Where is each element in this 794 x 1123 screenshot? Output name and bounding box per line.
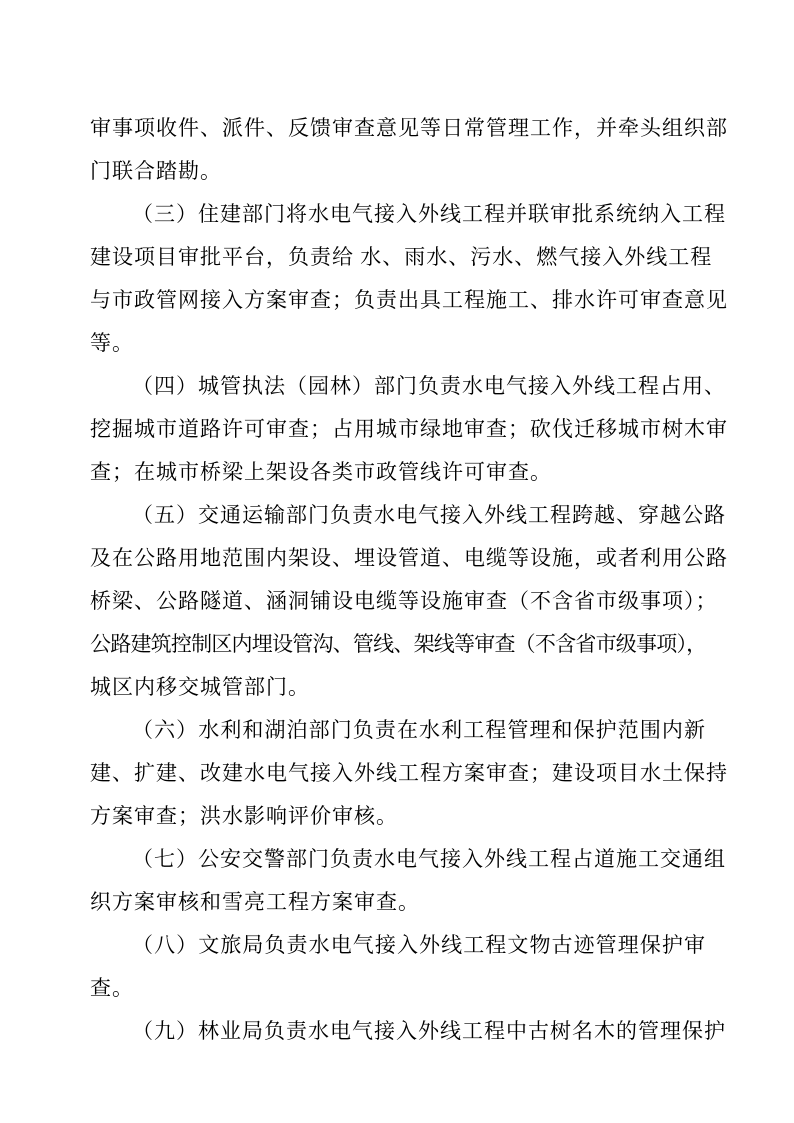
paragraph-start-line: （七）公安交警部门负责水电气接入外线工程占道施工交通组 <box>132 847 726 871</box>
text-line: 查。 <box>90 976 134 1000</box>
text-line: 方案审查；洪水影响评价审核。 <box>90 804 398 828</box>
paragraph-start-line: （九）林业局负责水电气接入外线工程中古树名木的管理保护 <box>132 1019 726 1043</box>
paragraph-start-line: （五）交通运输部门负责水电气接入外线工程跨越、穿越公路 <box>132 503 726 527</box>
text-line: 织方案审核和雪亮工程方案审查。 <box>90 890 420 914</box>
text-line: 与市政管网接入方案审查；负责出具工程施工、排水许可审查意见 <box>90 288 728 312</box>
paragraph-start-line: （六）水利和湖泊部门负责在水利工程管理和保护范围内新 <box>132 718 706 742</box>
text-line: 及在公路用地范围内架设、埋设管道、电缆等设施，或者利用公路 <box>90 546 728 570</box>
text-line: 建设项目审批平台，负责给 水、雨水、污水、燃气接入外线工程 <box>90 245 713 269</box>
text-line: 等。 <box>90 331 134 355</box>
paragraph-start-line: （四）城管执法（园林）部门负责水电气接入外线工程占用、 <box>132 374 726 398</box>
text-line: 查；在城市桥梁上架设各类市政管线许可审查。 <box>90 460 552 484</box>
paragraph-start-line: （八）文旅局负责水电气接入外线工程文物古迹管理保护审 <box>132 933 706 957</box>
paragraph-start-line: （三）住建部门将水电气接入外线工程并联审批系统纳入工程 <box>132 202 726 226</box>
text-line: 门联合踏勘。 <box>90 159 222 183</box>
text-line: 挖掘城市道路许可审查；占用城市绿地审查；砍伐迁移城市树木审 <box>90 417 728 441</box>
text-line: 审事项收件、派件、反馈审查意见等日常管理工作，并牵头组织部 <box>90 116 728 140</box>
text-line: 建、扩建、改建水电气接入外线工程方案审查；建设项目水土保持 <box>90 761 728 785</box>
text-line: 桥梁、公路隧道、涵洞铺设电缆等设施审查（不含省市级事项）； <box>90 589 718 613</box>
document-body <box>90 107 728 1053</box>
text-line: 城区内移交城管部门。 <box>90 675 310 699</box>
text-line: 公路建筑控制区内埋设管沟、管线、架线等审查（不含省市级事项）， <box>90 632 706 656</box>
